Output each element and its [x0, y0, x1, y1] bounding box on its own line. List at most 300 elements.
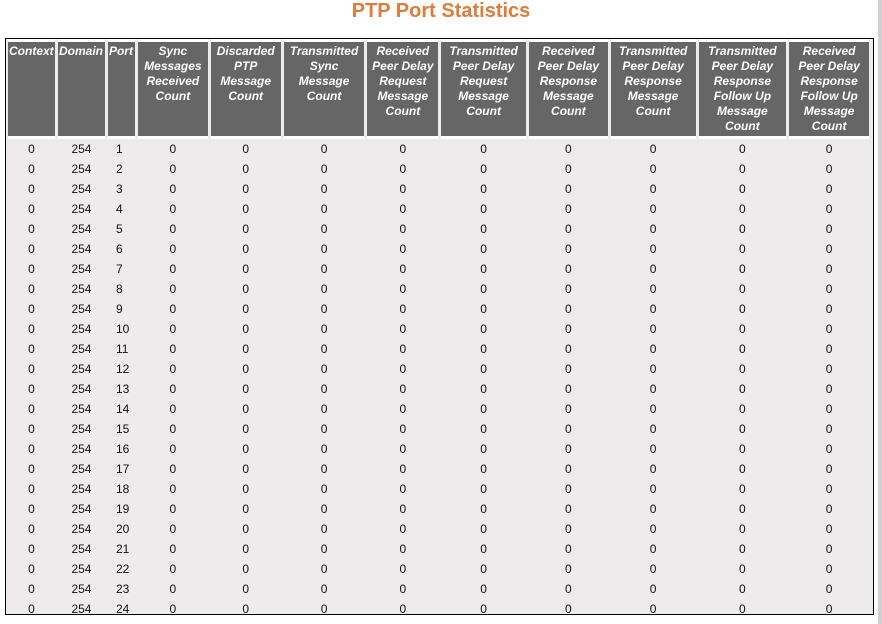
cell-rx-pdelay-resp-followup: 0 [825, 402, 833, 416]
cell-domain: 254 [71, 402, 92, 416]
cell-tx-pdelay-req: 0 [480, 422, 487, 436]
cell-rx-pdelay-resp: 0 [565, 502, 572, 516]
table-row [8, 399, 869, 419]
cell-rx-pdelay-req: 0 [399, 162, 407, 176]
cell-rx-pdelay-resp-followup: 0 [825, 382, 833, 396]
cell-tx-sync: 0 [320, 342, 328, 356]
cell-tx-pdelay-req: 0 [480, 542, 487, 556]
cell-tx-pdelay-resp-followup: 0 [739, 542, 746, 556]
cell-domain: 254 [71, 382, 92, 396]
cell-tx-pdelay-resp-followup: 0 [739, 242, 746, 256]
table-row [8, 179, 869, 199]
table-body [8, 139, 869, 619]
cell-rx-pdelay-resp: 0 [565, 162, 572, 176]
cell-tx-sync: 0 [320, 262, 328, 276]
cell-port: 11 [115, 342, 129, 356]
cell-tx-pdelay-resp: 0 [649, 442, 657, 456]
cell-tx-pdelay-resp-followup: 0 [739, 202, 746, 216]
cell-tx-pdelay-resp: 0 [649, 202, 657, 216]
cell-tx-pdelay-resp: 0 [649, 362, 657, 376]
cell-rx-pdelay-resp-followup: 0 [825, 342, 833, 356]
cell-rx-pdelay-req: 0 [399, 522, 407, 536]
cell-tx-pdelay-req: 0 [480, 602, 487, 616]
cell-context: 0 [28, 382, 35, 396]
cell-tx-pdelay-resp: 0 [649, 602, 657, 616]
cell-tx-sync: 0 [320, 222, 328, 236]
cell-discarded-ptp: 0 [242, 582, 250, 596]
cell-domain: 254 [71, 202, 92, 216]
cell-discarded-ptp: 0 [242, 542, 250, 556]
cell-rx-pdelay-resp: 0 [565, 282, 572, 296]
cell-rx-pdelay-req: 0 [399, 262, 407, 276]
cell-tx-pdelay-resp: 0 [649, 542, 657, 556]
cell-context: 0 [28, 282, 35, 296]
cell-tx-pdelay-req: 0 [480, 462, 487, 476]
table-row [8, 519, 869, 539]
cell-tx-pdelay-resp-followup: 0 [739, 402, 746, 416]
cell-domain: 254 [71, 462, 92, 476]
cell-tx-sync: 0 [320, 542, 328, 556]
cell-port: 13 [115, 382, 130, 396]
cell-context: 0 [28, 482, 35, 496]
cell-rx-pdelay-req: 0 [399, 502, 407, 516]
column-header-context: Context [8, 39, 55, 139]
cell-context: 0 [28, 602, 35, 616]
cell-sync-received: 0 [169, 162, 177, 176]
table-row [8, 459, 869, 479]
cell-rx-pdelay-req: 0 [399, 402, 407, 416]
cell-rx-pdelay-req: 0 [399, 562, 407, 576]
cell-sync-received: 0 [169, 422, 177, 436]
cell-tx-pdelay-req: 0 [480, 362, 487, 376]
cell-tx-pdelay-resp: 0 [649, 562, 657, 576]
cell-tx-pdelay-resp-followup: 0 [739, 462, 746, 476]
table-row [8, 559, 869, 579]
table-row [8, 539, 869, 559]
port-statistics-table-container [5, 38, 874, 615]
cell-sync-received: 0 [169, 202, 177, 216]
cell-tx-pdelay-req: 0 [480, 442, 487, 456]
cell-sync-received: 0 [169, 482, 177, 496]
cell-rx-pdelay-resp: 0 [565, 442, 572, 456]
cell-domain: 254 [71, 262, 92, 276]
cell-tx-pdelay-resp: 0 [649, 342, 657, 356]
scrollbar[interactable] [878, 0, 882, 624]
cell-rx-pdelay-resp: 0 [565, 402, 572, 416]
cell-tx-pdelay-resp-followup: 0 [739, 262, 746, 276]
cell-sync-received: 0 [169, 462, 177, 476]
cell-rx-pdelay-resp-followup: 0 [825, 182, 833, 196]
cell-port: 2 [115, 162, 123, 176]
cell-tx-sync: 0 [320, 162, 328, 176]
cell-domain: 254 [71, 142, 92, 156]
cell-tx-pdelay-req: 0 [480, 582, 487, 596]
cell-context: 0 [28, 242, 35, 256]
cell-tx-pdelay-req: 0 [480, 282, 487, 296]
table-row [8, 139, 869, 159]
cell-domain: 254 [71, 222, 92, 236]
cell-domain: 254 [71, 162, 92, 176]
cell-discarded-ptp: 0 [242, 562, 250, 576]
cell-context: 0 [28, 302, 35, 316]
cell-sync-received: 0 [169, 562, 177, 576]
cell-port: 10 [115, 322, 130, 336]
cell-rx-pdelay-resp-followup: 0 [825, 442, 833, 456]
cell-tx-pdelay-resp: 0 [649, 162, 657, 176]
cell-tx-sync: 0 [320, 382, 328, 396]
cell-sync-received: 0 [169, 362, 177, 376]
cell-discarded-ptp: 0 [242, 282, 250, 296]
cell-rx-pdelay-resp: 0 [565, 182, 572, 196]
cell-rx-pdelay-req: 0 [399, 202, 407, 216]
cell-sync-received: 0 [169, 342, 177, 356]
table-header-row [8, 39, 869, 139]
cell-context: 0 [28, 262, 35, 276]
cell-rx-pdelay-req: 0 [399, 362, 407, 376]
cell-domain: 254 [71, 182, 92, 196]
cell-rx-pdelay-req: 0 [399, 442, 407, 456]
cell-tx-pdelay-resp-followup: 0 [739, 422, 746, 436]
table-row [8, 499, 869, 519]
cell-rx-pdelay-req: 0 [399, 222, 407, 236]
column-header-tx-pdelay-req: Transmitted Peer Delay Request Message Count [441, 39, 526, 139]
cell-sync-received: 0 [169, 242, 177, 256]
cell-context: 0 [28, 202, 35, 216]
cell-port: 15 [115, 422, 130, 436]
cell-tx-pdelay-resp-followup: 0 [739, 142, 746, 156]
cell-tx-pdelay-resp-followup: 0 [739, 502, 746, 516]
cell-context: 0 [28, 322, 35, 336]
cell-port: 8 [115, 282, 123, 296]
cell-rx-pdelay-req: 0 [399, 282, 407, 296]
cell-discarded-ptp: 0 [242, 382, 250, 396]
cell-context: 0 [28, 522, 35, 536]
table-row [8, 199, 869, 219]
cell-port: 17 [115, 462, 130, 476]
cell-tx-pdelay-resp-followup: 0 [739, 282, 746, 296]
cell-domain: 254 [71, 242, 92, 256]
cell-rx-pdelay-resp: 0 [565, 422, 572, 436]
cell-tx-pdelay-resp: 0 [649, 502, 657, 516]
cell-discarded-ptp: 0 [242, 302, 250, 316]
cell-port: 7 [115, 262, 123, 276]
cell-tx-pdelay-resp-followup: 0 [739, 522, 746, 536]
cell-discarded-ptp: 0 [242, 402, 250, 416]
cell-tx-pdelay-resp: 0 [649, 142, 657, 156]
cell-discarded-ptp: 0 [242, 322, 250, 336]
cell-tx-pdelay-resp-followup: 0 [739, 222, 746, 236]
cell-rx-pdelay-resp: 0 [565, 582, 572, 596]
cell-port: 9 [115, 302, 123, 316]
table-row [8, 419, 869, 439]
column-header-rx-pdelay-req: Received Peer Delay Request Message Count [367, 39, 438, 139]
cell-tx-pdelay-resp-followup: 0 [739, 322, 746, 336]
cell-rx-pdelay-resp-followup: 0 [825, 222, 833, 236]
cell-rx-pdelay-req: 0 [399, 482, 407, 496]
cell-tx-pdelay-resp-followup: 0 [739, 482, 746, 496]
cell-discarded-ptp: 0 [242, 162, 250, 176]
cell-tx-sync: 0 [320, 522, 328, 536]
cell-rx-pdelay-resp: 0 [565, 522, 572, 536]
cell-discarded-ptp: 0 [242, 362, 250, 376]
cell-tx-sync: 0 [320, 582, 328, 596]
cell-tx-pdelay-req: 0 [480, 502, 487, 516]
table-row [8, 279, 869, 299]
cell-tx-sync: 0 [320, 202, 328, 216]
cell-tx-sync: 0 [320, 322, 328, 336]
cell-tx-sync: 0 [320, 482, 328, 496]
cell-sync-received: 0 [169, 602, 177, 616]
cell-context: 0 [28, 442, 35, 456]
cell-port: 12 [115, 362, 130, 376]
cell-domain: 254 [71, 302, 92, 316]
cell-discarded-ptp: 0 [242, 442, 250, 456]
table-row [8, 599, 869, 619]
cell-discarded-ptp: 0 [242, 462, 250, 476]
cell-rx-pdelay-resp-followup: 0 [825, 162, 833, 176]
cell-tx-sync: 0 [320, 362, 328, 376]
cell-sync-received: 0 [169, 262, 177, 276]
cell-rx-pdelay-req: 0 [399, 422, 407, 436]
cell-tx-sync: 0 [320, 602, 328, 616]
port-statistics-table [5, 39, 872, 619]
cell-port: 19 [115, 502, 130, 516]
cell-rx-pdelay-req: 0 [399, 142, 407, 156]
cell-tx-pdelay-req: 0 [480, 402, 487, 416]
column-header-tx-pdelay-resp-followup: Transmitted Peer Delay Response Follow Up Message Count [699, 39, 787, 139]
cell-context: 0 [28, 142, 35, 156]
table-row [8, 259, 869, 279]
column-header-discarded-ptp: Discarded PTP Message Count [211, 39, 281, 139]
cell-tx-sync: 0 [320, 302, 328, 316]
cell-port: 16 [115, 442, 130, 456]
cell-sync-received: 0 [169, 582, 177, 596]
column-header-sync-received: Sync Messages Received Count [138, 39, 208, 139]
cell-tx-pdelay-resp-followup: 0 [739, 182, 746, 196]
cell-context: 0 [28, 462, 35, 476]
cell-rx-pdelay-resp: 0 [565, 362, 572, 376]
cell-tx-pdelay-resp: 0 [649, 382, 657, 396]
cell-tx-pdelay-req: 0 [480, 482, 487, 496]
table-row [8, 379, 869, 399]
cell-port: 18 [115, 482, 130, 496]
cell-discarded-ptp: 0 [242, 422, 250, 436]
cell-domain: 254 [71, 522, 92, 536]
cell-rx-pdelay-resp-followup: 0 [825, 542, 833, 556]
cell-rx-pdelay-resp-followup: 0 [825, 562, 833, 576]
cell-context: 0 [28, 222, 35, 236]
table-row [8, 219, 869, 239]
table-row [8, 159, 869, 179]
cell-sync-received: 0 [169, 302, 177, 316]
cell-tx-sync: 0 [320, 562, 328, 576]
cell-rx-pdelay-req: 0 [399, 322, 407, 336]
cell-tx-pdelay-resp: 0 [649, 582, 657, 596]
table-row [8, 439, 869, 459]
cell-tx-pdelay-req: 0 [480, 562, 487, 576]
cell-tx-pdelay-req: 0 [480, 142, 487, 156]
cell-rx-pdelay-req: 0 [399, 582, 407, 596]
cell-tx-pdelay-resp-followup: 0 [739, 602, 746, 616]
cell-port: 4 [115, 202, 123, 216]
cell-rx-pdelay-resp: 0 [565, 382, 572, 396]
cell-domain: 254 [71, 282, 92, 296]
cell-rx-pdelay-resp-followup: 0 [825, 242, 833, 256]
cell-sync-received: 0 [169, 502, 177, 516]
cell-tx-pdelay-resp: 0 [649, 462, 657, 476]
cell-rx-pdelay-resp-followup: 0 [825, 482, 833, 496]
cell-domain: 254 [71, 502, 92, 516]
cell-domain: 254 [71, 582, 92, 596]
cell-tx-pdelay-req: 0 [480, 302, 487, 316]
cell-tx-pdelay-req: 0 [480, 322, 487, 336]
cell-rx-pdelay-resp-followup: 0 [825, 202, 833, 216]
cell-domain: 254 [71, 362, 92, 376]
cell-tx-pdelay-resp: 0 [649, 222, 657, 236]
cell-rx-pdelay-resp-followup: 0 [825, 302, 833, 316]
cell-rx-pdelay-req: 0 [399, 182, 407, 196]
cell-tx-pdelay-req: 0 [480, 222, 487, 236]
cell-domain: 254 [71, 602, 92, 616]
cell-tx-sync: 0 [320, 242, 328, 256]
table-row [8, 239, 869, 259]
column-header-port: Port [108, 39, 135, 139]
cell-rx-pdelay-resp: 0 [565, 302, 572, 316]
cell-tx-pdelay-resp-followup: 0 [739, 442, 746, 456]
cell-tx-sync: 0 [320, 402, 328, 416]
column-header-rx-pdelay-resp-followup: Received Peer Delay Response Follow Up Message Count [789, 39, 869, 139]
table-row [8, 579, 869, 599]
cell-tx-pdelay-resp-followup: 0 [739, 342, 746, 356]
cell-rx-pdelay-resp: 0 [565, 542, 572, 556]
cell-sync-received: 0 [169, 282, 177, 296]
cell-port: 23 [115, 582, 130, 596]
page-title: PTP Port Statistics [351, 0, 531, 22]
cell-rx-pdelay-resp: 0 [565, 142, 572, 156]
cell-sync-received: 0 [169, 442, 177, 456]
cell-rx-pdelay-resp-followup: 0 [825, 462, 833, 476]
table-row [8, 479, 869, 499]
cell-tx-pdelay-req: 0 [480, 202, 487, 216]
cell-domain: 254 [71, 442, 92, 456]
cell-rx-pdelay-resp: 0 [565, 342, 572, 356]
cell-rx-pdelay-resp: 0 [565, 242, 572, 256]
cell-rx-pdelay-resp: 0 [565, 462, 572, 476]
cell-rx-pdelay-resp-followup: 0 [825, 602, 833, 616]
cell-rx-pdelay-resp: 0 [565, 562, 572, 576]
cell-discarded-ptp: 0 [242, 502, 250, 516]
cell-rx-pdelay-resp: 0 [565, 262, 572, 276]
cell-tx-pdelay-req: 0 [480, 242, 487, 256]
cell-rx-pdelay-resp: 0 [565, 222, 572, 236]
cell-tx-pdelay-resp-followup: 0 [739, 582, 746, 596]
column-header-tx-pdelay-resp: Transmitted Peer Delay Response Message Count [611, 39, 696, 139]
cell-rx-pdelay-req: 0 [399, 342, 407, 356]
cell-discarded-ptp: 0 [242, 142, 250, 156]
cell-tx-pdelay-resp: 0 [649, 482, 657, 496]
cell-rx-pdelay-resp-followup: 0 [825, 362, 833, 376]
cell-discarded-ptp: 0 [242, 202, 250, 216]
column-header-domain: Domain [58, 39, 105, 139]
column-header-rx-pdelay-resp: Received Peer Delay Response Message Count [529, 39, 608, 139]
cell-tx-pdelay-resp: 0 [649, 322, 657, 336]
cell-port: 20 [115, 522, 130, 536]
table-row [8, 339, 869, 359]
cell-tx-pdelay-resp: 0 [649, 522, 657, 536]
cell-tx-sync: 0 [320, 462, 328, 476]
cell-tx-pdelay-req: 0 [480, 382, 487, 396]
cell-tx-pdelay-resp-followup: 0 [739, 562, 746, 576]
cell-context: 0 [28, 542, 35, 556]
cell-port: 22 [115, 562, 130, 576]
cell-rx-pdelay-resp-followup: 0 [825, 262, 833, 276]
cell-tx-pdelay-req: 0 [480, 522, 487, 536]
cell-sync-received: 0 [169, 142, 177, 156]
cell-context: 0 [28, 582, 35, 596]
cell-tx-sync: 0 [320, 142, 328, 156]
cell-discarded-ptp: 0 [242, 242, 250, 256]
cell-port: 5 [115, 222, 123, 236]
cell-tx-pdelay-resp-followup: 0 [739, 162, 746, 176]
cell-context: 0 [28, 422, 35, 436]
cell-domain: 254 [71, 482, 92, 496]
cell-domain: 254 [71, 322, 92, 336]
cell-sync-received: 0 [169, 182, 177, 196]
cell-rx-pdelay-req: 0 [399, 542, 407, 556]
cell-sync-received: 0 [169, 402, 177, 416]
cell-tx-pdelay-resp-followup: 0 [739, 362, 746, 376]
cell-domain: 254 [71, 542, 92, 556]
cell-sync-received: 0 [169, 222, 177, 236]
cell-port: 14 [115, 402, 130, 416]
cell-rx-pdelay-resp-followup: 0 [825, 322, 833, 336]
cell-tx-pdelay-req: 0 [480, 262, 487, 276]
cell-rx-pdelay-req: 0 [399, 302, 407, 316]
cell-tx-sync: 0 [320, 442, 328, 456]
cell-tx-sync: 0 [320, 182, 328, 196]
cell-context: 0 [28, 562, 35, 576]
cell-tx-sync: 0 [320, 422, 328, 436]
cell-tx-sync: 0 [320, 282, 328, 296]
cell-port: 6 [115, 242, 123, 256]
cell-discarded-ptp: 0 [242, 342, 250, 356]
cell-discarded-ptp: 0 [242, 222, 250, 236]
cell-tx-pdelay-req: 0 [480, 182, 487, 196]
cell-tx-pdelay-resp: 0 [649, 262, 657, 276]
cell-rx-pdelay-req: 0 [399, 382, 407, 396]
cell-port: 1 [115, 142, 123, 156]
cell-tx-pdelay-resp: 0 [649, 402, 657, 416]
cell-rx-pdelay-resp: 0 [565, 322, 572, 336]
cell-domain: 254 [71, 562, 92, 576]
cell-sync-received: 0 [169, 382, 177, 396]
column-header-tx-sync: Transmitted Sync Message Count [284, 39, 365, 139]
cell-sync-received: 0 [169, 322, 177, 336]
cell-rx-pdelay-req: 0 [399, 602, 407, 616]
cell-context: 0 [28, 362, 35, 376]
cell-tx-pdelay-resp-followup: 0 [739, 302, 746, 316]
table-row [8, 359, 869, 379]
cell-tx-pdelay-resp: 0 [649, 182, 657, 196]
cell-rx-pdelay-req: 0 [399, 242, 407, 256]
cell-context: 0 [28, 162, 35, 176]
cell-port: 21 [115, 542, 130, 556]
cell-rx-pdelay-resp-followup: 0 [825, 522, 833, 536]
cell-tx-pdelay-resp-followup: 0 [739, 382, 746, 396]
cell-discarded-ptp: 0 [242, 262, 250, 276]
cell-discarded-ptp: 0 [242, 182, 250, 196]
cell-context: 0 [28, 342, 35, 356]
